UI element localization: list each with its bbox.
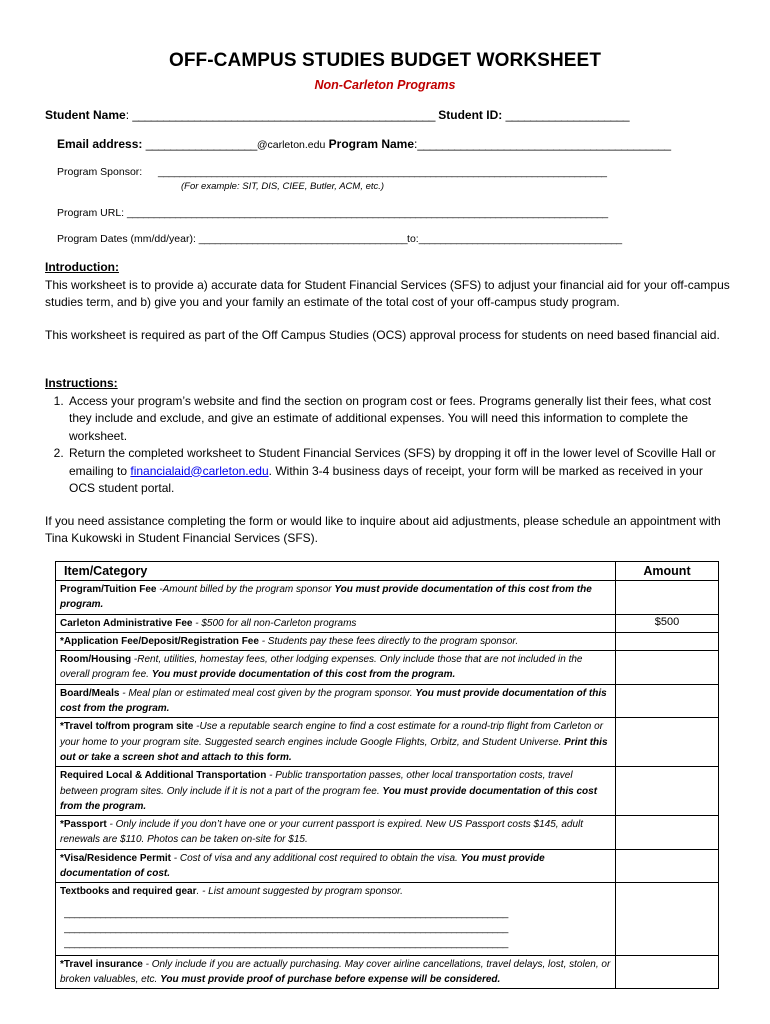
dates-row — [57, 233, 622, 245]
table-row — [56, 816, 719, 850]
email-label: Email address: — [57, 137, 143, 151]
amount-cell[interactable] — [616, 849, 719, 883]
item-description: - Only include if you are actually purchasing. May cover airline cancellations, travel delays, lost, stolen, or broken valuables, etc. — [60, 958, 611, 985]
page-title: OFF-CAMPUS STUDIES BUDGET WORKSHEET — [168, 50, 602, 71]
amount-cell[interactable] — [616, 883, 719, 955]
item-name: Program/Tuition Fee — [60, 584, 157, 595]
item-name: *Travel insurance — [60, 958, 143, 970]
table-row — [56, 849, 719, 883]
table-row — [56, 767, 719, 816]
amount-header: Amount — [616, 562, 719, 581]
table-row — [56, 883, 719, 955]
item-cell — [56, 632, 616, 650]
item-description: - Cost of visa and any additional cost required to obtain the visa. — [171, 852, 461, 864]
item-cell — [56, 581, 616, 615]
introduction-heading: Introduction: — [45, 260, 119, 274]
item-name: *Passport — [60, 819, 107, 831]
item-description: - Students pay these fees directly to the program sponsor. — [258, 635, 519, 647]
end-date-field[interactable]: ______________________________________ — [418, 233, 622, 245]
start-date-field[interactable]: _______________________________________ — [198, 233, 408, 245]
url-row — [57, 207, 608, 219]
item-description: - Only include if you don’t have one or your current passport is expired. New US Passport costs $145, adult renewals are $110. Photos can be taken on-site for $15. — [60, 819, 584, 846]
instructions-section — [45, 375, 730, 548]
item-requirement: You must provide documentation of cost. — [60, 852, 545, 880]
dates-to-label: to: — [407, 233, 419, 245]
instruction-item-1: 1. Access your program’s website and find the section on program cost or fees. Programs generally list their fees, what cost they include and exclude, and give an estimate of additional expenses. You will need this information to complete the worksheet. — [67, 393, 730, 446]
table-row — [56, 581, 719, 615]
page-subtitle: Non-Carleton Programs — [314, 78, 456, 92]
amount-cell[interactable] — [616, 718, 719, 767]
table-header-row — [56, 562, 719, 581]
sponsor-example: (For example: SIT, DIS, CIEE, Butler, ACM, etc.) — [181, 181, 385, 192]
amount-cell[interactable] — [616, 955, 719, 989]
url-field[interactable]: __________________________________________________________________________________________ — [127, 207, 608, 219]
table-row — [56, 651, 719, 685]
item-cell — [56, 718, 616, 767]
item-name: *Visa/Residence Permit — [60, 852, 171, 864]
item-name: *Application Fee/Deposit/Registration Fee — [60, 635, 259, 647]
item-description: -Use a reputable search engine to find a cost estimate for a round-trip flight from Carleton or your home to your program site. Suggested search engines include Google Flights, Orbitz, and Student Universe. — [60, 721, 604, 748]
item-cell — [56, 883, 616, 955]
textbook-entry-line[interactable]: ______________________________________________________________________________________ — [64, 907, 508, 919]
item-name: *Travel to/from program site — [60, 721, 194, 733]
requirement-paragraph: This worksheet is required as part of the Off Campus Studies (OCS) approval process for students on need based financial aid. — [45, 327, 720, 342]
textbook-entry-line[interactable]: ______________________________________________________________________________________ — [64, 922, 508, 934]
item-name: Carleton Administrative Fee — [60, 617, 193, 629]
item-requirement: Print this out or take a screen shot and attach to this form. — [60, 736, 608, 763]
amount-cell[interactable]: $500 — [616, 614, 719, 632]
program-name-label: Program Name — [328, 137, 415, 151]
dates-label: Program Dates (mm/dd/year): — [57, 233, 196, 245]
introduction-section — [45, 259, 730, 344]
amount-cell[interactable] — [616, 767, 719, 816]
assistance-paragraph: If you need assistance completing the form or would like to inquire about aid adjustments, please schedule an appointment with Tina Kukowski in Student Financial Services (SFS). — [45, 513, 721, 545]
amount-cell[interactable] — [616, 651, 719, 685]
student-name-label: Student Name — [45, 108, 126, 122]
student-id-field[interactable]: ____________________ — [505, 108, 630, 122]
amount-cell[interactable] — [616, 816, 719, 850]
student-id-label: Student ID: — [438, 108, 503, 122]
item-name: Board/Meals — [60, 687, 120, 699]
item-description: -Amount billed by the program sponsor — [156, 584, 335, 595]
item-name: Room/Housing — [60, 654, 132, 666]
email-field[interactable]: __________________ — [145, 137, 257, 151]
table-row — [56, 632, 719, 650]
sponsor-field[interactable]: ____________________________________________________________________________________ — [158, 166, 607, 178]
instructions-list — [45, 393, 730, 498]
item-cell — [56, 816, 616, 850]
item-requirement: You must provide documentation of this cost from the program. — [60, 687, 607, 715]
sponsor-row — [57, 166, 142, 178]
student-name-field[interactable]: _________________________________________________ — [132, 108, 435, 122]
item-requirement: You must provide documentation of this cost from the program. — [151, 669, 456, 681]
item-description: - Meal plan or estimated meal cost given by the program sponsor. — [119, 687, 416, 699]
item-requirement: You must provide proof of purchase before expense will be considered. — [160, 973, 501, 985]
introduction-paragraph: This worksheet is to provide a) accurate data for Student Financial Services (SFS) to adjust your financial aid for your off-campus studies term, and b) give you and your family an estimate of the total cost of your off-campus study program. — [45, 277, 730, 309]
instructions-heading: Instructions: — [45, 376, 118, 390]
table-row — [56, 684, 719, 718]
item-requirement: You must provide documentation of this cost from the program. — [60, 584, 592, 611]
item-cell — [56, 767, 616, 816]
item-cell — [56, 955, 616, 989]
instruction-item-2: 2. Return the completed worksheet to Student Financial Services (SFS) by dropping it off in the lower level of Scoville Hall or emailing to financialaid@carleton.edu. Within 3-4 business days of receipt, your form will be marked as received in your OCS student portal. — [67, 445, 730, 498]
item-description: . - List amount suggested by program sponsor. — [196, 886, 403, 898]
financial-aid-email-link[interactable]: financialaid@carleton.edu — [130, 463, 269, 478]
table-row — [56, 614, 719, 632]
student-row: Student Name: _________________________________________________ Student ID: ____________________ — [45, 108, 630, 122]
sponsor-label: Program Sponsor: — [57, 166, 143, 178]
amount-cell[interactable] — [616, 684, 719, 718]
program-name-field[interactable]: _________________________________________ — [417, 137, 671, 151]
amount-cell[interactable] — [616, 632, 719, 650]
item-cell — [56, 684, 616, 718]
table-row — [56, 955, 719, 989]
item-cell — [56, 651, 616, 685]
item-cell — [56, 849, 616, 883]
budget-table — [55, 561, 719, 989]
amount-cell[interactable] — [616, 581, 719, 615]
table-row — [56, 718, 719, 767]
item-requirement: You must provide documentation of this cost from the program. — [60, 785, 598, 812]
item-category-header: Item/Category — [56, 562, 616, 581]
item-description: -Rent, utilities, homestay fees, other lodging expenses. Only include those that are not included in the overall program fee. — [60, 654, 583, 681]
email-row: Email address: __________________@carleton.edu Program Name:_________________________________________ — [57, 137, 671, 151]
item-cell — [56, 614, 616, 632]
url-label: Program URL: — [57, 207, 125, 219]
item-name: Required Local & Additional Transportation — [60, 770, 267, 782]
item-name: Textbooks and required gear — [60, 886, 197, 898]
item-description: - Public transportation passes, other local transportation costs, travel between program sites. Only include if it is not a part of the program fee. — [60, 770, 573, 797]
item-description: - $500 for all non-Carleton programs — [192, 617, 357, 629]
email-domain: @carleton.edu — [256, 139, 326, 151]
textbook-entry-line[interactable]: ______________________________________________________________________________________ — [64, 938, 508, 950]
